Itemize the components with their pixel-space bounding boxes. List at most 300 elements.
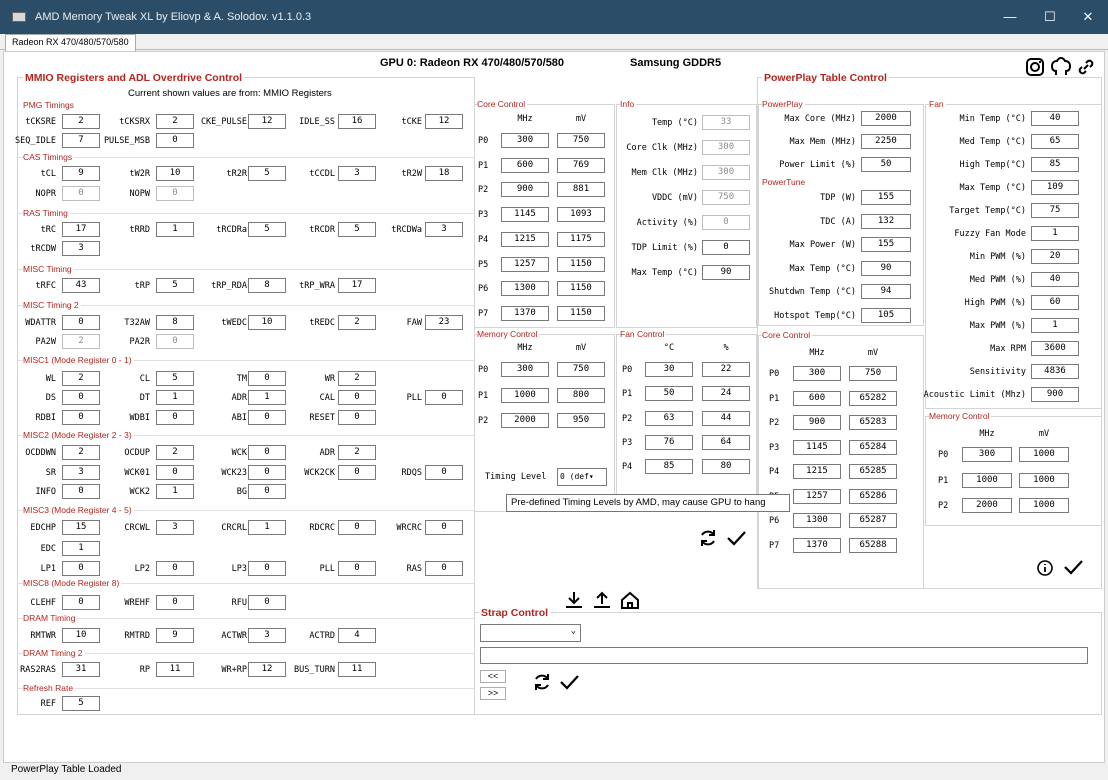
field-label-nopr: NOPR [35, 189, 56, 199]
field-input-pa2w[interactable]: 2 [62, 334, 100, 349]
field-input-ras2ras[interactable]: 31 [62, 662, 100, 677]
status-bar: PowerPlay Table Loaded [11, 764, 122, 775]
info-value-tdp-limit[interactable]: 0 [702, 240, 750, 255]
group-label-refresh-rate: Refresh Rate [23, 683, 74, 693]
row-label-p1: P1 [622, 389, 633, 400]
field-input-trcdra[interactable]: 5 [248, 222, 286, 237]
fan-label-high-temp-c: High Temp(°C) [959, 160, 1026, 170]
field-input-lp2[interactable]: 0 [156, 561, 194, 576]
pp-core-mhz[interactable]: 600 [793, 391, 841, 406]
field-input-trp-wra[interactable]: 17 [338, 278, 376, 293]
field-input-tccdl[interactable]: 3 [338, 166, 376, 181]
row-input-1[interactable]: 30 [645, 362, 693, 377]
field-input-rp[interactable]: 11 [156, 662, 194, 677]
field-input-t32aw[interactable]: 8 [156, 315, 194, 330]
field-input-wck23[interactable]: 0 [248, 465, 286, 480]
download-icon[interactable] [563, 589, 585, 611]
field-label-twedc: tWEDC [221, 318, 247, 328]
field-label-cal: CAL [319, 393, 335, 403]
field-input-wrehf[interactable]: 0 [156, 595, 194, 610]
maximize-button[interactable]: ☐ [1044, 9, 1056, 24]
field-label-pulse-msb: PULSE_MSB [103, 136, 150, 146]
fan-label-fuzzy-fan-mode: Fuzzy Fan Mode [954, 229, 1026, 239]
field-input-wdattr[interactable]: 0 [62, 315, 100, 330]
field-input-rmtrd[interactable]: 9 [156, 628, 194, 643]
row-input-2[interactable]: 950 [557, 413, 605, 428]
col-header-2: mV [575, 114, 587, 124]
field-label-cl: CL [139, 374, 150, 384]
row-label-p0: P0 [622, 365, 633, 375]
field-label-trcdr: tRCDR [309, 225, 335, 235]
tune-input-max-temp-c[interactable]: 90 [861, 261, 911, 276]
field-input-pulse-msb[interactable]: 0 [156, 133, 194, 148]
row-input-1[interactable]: 300 [501, 133, 549, 148]
field-label-trcdw: tRCDW [30, 244, 56, 254]
tune-input-tdp-w[interactable]: 155 [861, 190, 911, 205]
row-input-2[interactable]: 750 [557, 362, 605, 377]
field-input-tcke[interactable]: 12 [425, 114, 463, 129]
field-input-wdbi[interactable]: 0 [156, 410, 194, 425]
field-input-rmtwr[interactable]: 10 [62, 628, 100, 643]
upload-icon[interactable] [591, 589, 613, 611]
field-input-tw2r[interactable]: 10 [156, 166, 194, 181]
field-input-actwr[interactable]: 3 [248, 628, 286, 643]
field-label-tredc: tREDC [309, 318, 335, 328]
memory-control-title: Memory Control [477, 329, 538, 339]
field-input-trc[interactable]: 17 [62, 222, 100, 237]
field-label-tm: TM [236, 374, 247, 384]
fan-label-sensitivity: Sensitivity [969, 367, 1026, 377]
field-input-cal[interactable]: 0 [338, 390, 376, 405]
group-label-misc1-mode-register-0-1: MISC1 (Mode Register 0 - 1) [23, 355, 132, 365]
pp-core-title: Core Control [762, 330, 811, 340]
field-input-rfu[interactable]: 0 [248, 595, 286, 610]
mmio-subtitle: Current shown values are from: MMIO Registers [128, 88, 332, 99]
pp-mem-mhz[interactable]: 1000 [962, 473, 1012, 488]
group-label-misc8-mode-register-8: MISC8 (Mode Register 8) [23, 578, 120, 588]
pp-core-mv[interactable]: 65282 [849, 391, 897, 406]
field-label-wl: WL [45, 374, 56, 384]
pp-core-mhz[interactable]: 300 [793, 366, 841, 381]
row-input-1[interactable]: 76 [645, 435, 693, 450]
pp-input-max-core-mhz[interactable]: 2000 [861, 111, 911, 126]
field-label-wrehf: WREHF [124, 598, 150, 608]
timing-level-select[interactable]: 0 (def▾ [557, 468, 607, 486]
field-input-abi[interactable]: 0 [248, 410, 286, 425]
group-separator [18, 688, 474, 689]
field-input-trcdw[interactable]: 3 [62, 241, 100, 256]
field-input-ocdup[interactable]: 2 [156, 445, 194, 460]
field-input-twedc[interactable]: 10 [248, 315, 286, 330]
minimize-button[interactable]: — [1003, 9, 1017, 24]
tune-input-hotspot-temp-c[interactable]: 105 [861, 308, 911, 323]
tune-label-max-temp-c: Max Temp (°C) [789, 263, 856, 274]
tune-input-tdc-a[interactable]: 132 [861, 214, 911, 229]
strap-text-input[interactable] [480, 647, 1088, 664]
field-input-clehf[interactable]: 0 [62, 595, 100, 610]
field-label-rdcrc: RDCRC [309, 523, 335, 533]
fan-input-min-pwm[interactable]: 20 [1031, 249, 1079, 264]
fan-label-min-temp-c: Min Temp (°C) [959, 114, 1026, 124]
row-label-p2: P2 [478, 185, 489, 196]
pp-core-mhz[interactable]: 1215 [793, 464, 841, 479]
pp-input-power-limit[interactable]: 50 [861, 157, 911, 172]
pp-mem-mv[interactable]: 1000 [1019, 473, 1069, 488]
pp-core-mhz[interactable]: 1300 [793, 513, 841, 528]
close-button[interactable]: ✕ [1082, 9, 1094, 24]
field-input-tr2r[interactable]: 5 [248, 166, 286, 181]
field-label-tcksre: tCKSRE [25, 117, 56, 127]
powerplay-title: PowerPlay Table Control [764, 72, 887, 84]
row-input-2[interactable]: 1093 [557, 207, 605, 222]
info-value-mem-clk-mhz[interactable]: 300 [702, 165, 750, 180]
row-input-2[interactable]: 750 [557, 133, 605, 148]
field-label-info: INFO [35, 487, 56, 497]
info-value-vddc-mv[interactable]: 750 [702, 190, 750, 205]
pp-mem-col1: MHz [979, 429, 995, 439]
field-input-wrcrc[interactable]: 0 [425, 520, 463, 535]
pp-core-mv[interactable]: 65284 [849, 440, 897, 455]
group-separator [18, 213, 474, 214]
pp-core-mhz[interactable]: 1145 [793, 440, 841, 455]
tune-label-tdp-w: TDP (W) [820, 193, 856, 203]
fan-label-acoustic-limit-mhz: Acoustic Limit (Mhz) [923, 390, 1026, 400]
tune-input-max-power-w[interactable]: 155 [861, 237, 911, 252]
field-input-crcrl[interactable]: 1 [248, 520, 286, 535]
field-input-sr[interactable]: 3 [62, 465, 100, 480]
row-input-1[interactable]: 1145 [501, 207, 549, 222]
pp-core-mv[interactable]: 65285 [849, 464, 897, 479]
info-label-vddc-mv: VDDC (mV) [651, 193, 698, 203]
pp-core-row-label: P0 [769, 369, 780, 379]
field-input-cl[interactable]: 5 [156, 371, 194, 386]
row-input-1[interactable]: 900 [501, 182, 549, 197]
pp-core-frame [758, 335, 924, 589]
field-input-rdbi[interactable]: 0 [62, 410, 100, 425]
field-input-idle-ss[interactable]: 16 [338, 114, 376, 129]
info-label-temp-c: Temp (°C) [651, 118, 698, 128]
field-input-trp[interactable]: 5 [156, 278, 194, 293]
field-input-wr-rp[interactable]: 12 [248, 662, 286, 677]
field-input-trfc[interactable]: 43 [62, 278, 100, 293]
field-label-edc: EDC [40, 544, 56, 554]
field-input-faw[interactable]: 23 [425, 315, 463, 330]
row-input-2[interactable]: 769 [557, 158, 605, 173]
field-input-tredc[interactable]: 2 [338, 315, 376, 330]
group-separator [18, 305, 474, 306]
info-icon[interactable] [1034, 557, 1056, 579]
pp-core-mv[interactable]: 65283 [849, 415, 897, 430]
apply-check-icon[interactable] [725, 527, 747, 549]
tune-label-shutdwn-temp-c: Shutdwn Temp (°C) [769, 287, 856, 297]
fan-input-max-rpm[interactable]: 3600 [1031, 341, 1079, 356]
field-label-lp3: LP3 [231, 564, 247, 574]
pp-core-mhz[interactable]: 900 [793, 415, 841, 430]
row-input-1[interactable]: 300 [501, 362, 549, 377]
field-input-tcksre[interactable]: 2 [62, 114, 100, 129]
row-label-p0: P0 [478, 136, 489, 146]
field-label-wr-rp: WR+RP [221, 665, 247, 675]
tab-gpu[interactable]: Radeon RX 470/480/570/580 [5, 34, 136, 51]
row-input-2[interactable]: 1150 [557, 257, 605, 272]
row-input-1[interactable]: 85 [645, 459, 693, 474]
field-label-trp-wra: tRP_WRA [299, 281, 335, 291]
home-icon[interactable] [619, 589, 641, 611]
field-label-pll: PLL [319, 564, 335, 574]
pp-label-power-limit: Power Limit (%) [779, 160, 856, 170]
field-input-trp-rda[interactable]: 8 [248, 278, 286, 293]
row-input-1[interactable]: 1370 [501, 306, 549, 321]
field-label-ds: DS [45, 393, 56, 403]
field-label-rmtwr: RMTWR [30, 631, 56, 641]
group-separator [18, 157, 474, 158]
row-input-1[interactable]: 1257 [501, 257, 549, 272]
field-input-wck2[interactable]: 1 [156, 484, 194, 499]
field-label-wrcrc: WRCRC [396, 523, 422, 533]
pp-mem-row-label: P2 [938, 501, 949, 511]
row-input-1[interactable]: 1000 [501, 388, 549, 403]
field-input-wck01[interactable]: 0 [156, 465, 194, 480]
row-input-1[interactable]: 2000 [501, 413, 549, 428]
field-label-wck01: WCK01 [124, 468, 150, 478]
gpu-header: GPU 0: Radeon RX 470/480/570/580 [380, 57, 565, 69]
field-input-seq-idle[interactable]: 7 [62, 133, 100, 148]
fan-input-med-pwm[interactable]: 40 [1031, 272, 1079, 287]
field-input-pll[interactable]: 0 [425, 390, 463, 405]
instagram-icon[interactable] [1024, 56, 1046, 78]
row-input-2[interactable]: 881 [557, 182, 605, 197]
group-label-misc-timing-2: MISC Timing 2 [23, 300, 79, 310]
field-input-rdqs[interactable]: 0 [425, 465, 463, 480]
row-input-1[interactable]: 50 [645, 386, 693, 401]
core-control-title: Core Control [477, 99, 526, 109]
field-input-bus-turn[interactable]: 11 [338, 662, 376, 677]
field-input-tm[interactable]: 0 [248, 371, 286, 386]
fan-input-max-temp-c[interactable]: 109 [1031, 180, 1079, 195]
field-label-lp1: LP1 [40, 564, 56, 574]
field-label-wdattr: WDATTR [25, 318, 56, 328]
field-label-ocdup: OCDUP [124, 448, 150, 458]
field-label-trp: tRP [134, 281, 150, 291]
field-label-trcdra: tRCDRa [216, 225, 247, 235]
field-input-bg[interactable]: 0 [248, 484, 286, 499]
fan-input-sensitivity[interactable]: 4836 [1031, 364, 1079, 379]
strap-apply-icon[interactable] [558, 671, 580, 693]
field-input-crcwl[interactable]: 3 [156, 520, 194, 535]
row-input-2[interactable]: 1175 [557, 232, 605, 247]
field-input-tr2w[interactable]: 18 [425, 166, 463, 181]
refresh-icon[interactable] [697, 527, 719, 549]
fan-title: Fan [929, 99, 944, 109]
fan-input-min-temp-c[interactable]: 40 [1031, 111, 1079, 126]
fan-label-high-pwm: High PWM (%) [964, 298, 1026, 308]
field-input-trrd[interactable]: 1 [156, 222, 194, 237]
info-value-max-temp-c[interactable]: 90 [702, 265, 750, 280]
field-label-lp2: LP2 [134, 564, 150, 574]
fan-input-acoustic-limit-mhz[interactable]: 900 [1031, 387, 1079, 402]
pp-input-max-mem-mhz[interactable]: 2250 [861, 134, 911, 149]
info-label-core-clk-mhz: Core Clk (MHz) [626, 143, 698, 153]
field-input-trcdr[interactable]: 5 [338, 222, 376, 237]
strap-next-button[interactable]: >> [480, 687, 506, 700]
fan-input-high-pwm[interactable]: 60 [1031, 295, 1079, 310]
row-label-p2: P2 [622, 413, 633, 424]
row-input-2[interactable]: 1150 [557, 306, 605, 321]
field-input-wr[interactable]: 2 [338, 371, 376, 386]
row-label-p4: P4 [622, 462, 633, 473]
row-input-1[interactable]: 63 [645, 411, 693, 426]
field-label-crcwl: CRCWL [124, 523, 150, 533]
field-input-tcl[interactable]: 9 [62, 166, 100, 181]
field-label-dt: DT [139, 393, 150, 403]
row-label-p6: P6 [478, 284, 489, 295]
group-label-pmg-timings: PMG Timings [23, 100, 75, 110]
row-label-p5: P5 [478, 259, 489, 270]
timing-level-label: Timing Level [485, 472, 547, 482]
field-label-rdqs: RDQS [401, 468, 422, 478]
field-label-trrd: tRRD [129, 225, 150, 235]
pp-core-mhz[interactable]: 1370 [793, 538, 841, 553]
row-input-2[interactable]: 44 [702, 411, 750, 426]
pp-label-max-mem-mhz: Max Mem (MHz) [789, 137, 856, 147]
info-label-mem-clk-mhz: Mem Clk (MHz) [631, 168, 698, 178]
field-input-nopw[interactable]: 0 [156, 186, 194, 201]
field-label-ocddwn: OCDDWN [25, 448, 56, 458]
field-input-pll[interactable]: 0 [338, 561, 376, 576]
pp-core-mv[interactable]: 750 [849, 366, 897, 381]
row-input-2[interactable]: 24 [702, 386, 750, 401]
pp-core-mhz[interactable]: 1257 [793, 489, 841, 504]
field-input-pa2r[interactable]: 0 [156, 334, 194, 349]
field-input-lp3[interactable]: 0 [248, 561, 286, 576]
field-input-info[interactable]: 0 [62, 484, 100, 499]
field-label-bus-turn: BUS_TURN [294, 665, 335, 675]
pp-mem-col2: mV [1038, 429, 1050, 439]
col-header-1: MHz [517, 343, 533, 353]
info-label-max-temp-c: Max Temp (°C) [631, 268, 698, 278]
fan-input-med-temp-c[interactable]: 65 [1031, 134, 1079, 149]
field-input-lp1[interactable]: 0 [62, 561, 100, 576]
pp-mem-mv[interactable]: 1000 [1019, 498, 1069, 513]
field-input-adr[interactable]: 1 [248, 390, 286, 405]
row-label-p3: P3 [478, 210, 489, 221]
field-label-ref: REF [40, 699, 56, 709]
field-label-crcrl: CRCRL [221, 523, 247, 533]
field-label-cke-pulse: CKE_PULSE [200, 117, 247, 127]
field-input-nopr[interactable]: 0 [62, 186, 100, 201]
field-input-ocddwn[interactable]: 2 [62, 445, 100, 460]
row-input-1[interactable]: 600 [501, 158, 549, 173]
pp-core-row-label: P6 [769, 516, 780, 526]
group-label-misc3-mode-register-4-5: MISC3 (Mode Register 4 - 5) [23, 505, 132, 515]
field-input-edchp[interactable]: 15 [62, 520, 100, 535]
field-input-rdcrc[interactable]: 0 [338, 520, 376, 535]
pp-mem-mv[interactable]: 1000 [1019, 447, 1069, 462]
info-value-core-clk-mhz[interactable]: 300 [702, 140, 750, 155]
title-bar [0, 0, 1108, 34]
field-input-ref[interactable]: 5 [62, 696, 100, 711]
pp-core-mv[interactable]: 65287 [849, 513, 897, 528]
field-input-actrd[interactable]: 4 [338, 628, 376, 643]
memory-header: Samsung GDDR5 [630, 57, 722, 69]
fan-input-high-temp-c[interactable]: 85 [1031, 157, 1079, 172]
field-input-wck[interactable]: 0 [248, 445, 286, 460]
field-label-reset: RESET [309, 413, 335, 423]
field-input-reset[interactable]: 0 [338, 410, 376, 425]
field-label-seq-idle: SEQ_IDLE [15, 136, 56, 146]
field-label-trp-rda: tRP_RDA [211, 281, 247, 291]
field-input-ras[interactable]: 0 [425, 561, 463, 576]
field-input-ds[interactable]: 0 [62, 390, 100, 405]
pp-core-mv[interactable]: 65286 [849, 489, 897, 504]
info-value-activity[interactable]: 0 [702, 215, 750, 230]
pp-mem-mhz[interactable]: 2000 [962, 498, 1012, 513]
timing-level-tooltip: Pre-defined Timing Levels by AMD, may cause GPU to hang [506, 494, 790, 512]
pp-core-row-label: P2 [769, 418, 780, 428]
tune-input-shutdwn-temp-c[interactable]: 94 [861, 284, 911, 299]
field-input-dt[interactable]: 1 [156, 390, 194, 405]
field-label-ras: RAS [406, 564, 422, 574]
field-input-adr[interactable]: 2 [338, 445, 376, 460]
pp-mem-row-label: P1 [938, 475, 949, 486]
fan-input-target-temp-c[interactable]: 75 [1031, 203, 1079, 218]
field-label-pll: PLL [406, 393, 422, 403]
row-label-p2: P2 [478, 416, 489, 426]
pp-core-row-label: P3 [769, 442, 780, 453]
field-label-tr2w: tR2W [401, 169, 422, 179]
field-input-tcksrx[interactable]: 2 [156, 114, 194, 129]
powerplay-apply-icon[interactable] [1062, 556, 1084, 578]
group-label-cas-timings: CAS Timings [23, 152, 73, 162]
field-input-wl[interactable]: 2 [62, 371, 100, 386]
pp-mem-row-label: P0 [938, 450, 949, 460]
field-label-tw2r: tW2R [129, 169, 150, 179]
field-label-wck: WCK [231, 448, 247, 458]
row-input-2[interactable]: 1150 [557, 281, 605, 296]
github-icon[interactable] [1050, 56, 1072, 78]
field-label-ras2ras: RAS2RAS [20, 665, 56, 675]
fan-label-max-pwm: Max PWM (%) [969, 321, 1026, 331]
strap-prev-button[interactable]: << [480, 670, 506, 683]
strap-refresh-icon[interactable] [531, 671, 553, 693]
field-label-idle-ss: IDLE_SS [299, 117, 335, 127]
pp-core-mv[interactable]: 65288 [849, 538, 897, 553]
strap-select[interactable]: ⌄ [480, 624, 581, 642]
row-input-1[interactable]: 1300 [501, 281, 549, 296]
row-input-2[interactable]: 80 [702, 459, 750, 474]
field-input-edc[interactable]: 1 [62, 541, 100, 556]
fan-input-max-pwm[interactable]: 1 [1031, 318, 1079, 333]
field-label-trfc: tRFC [35, 281, 56, 291]
link-icon[interactable] [1075, 56, 1097, 78]
row-input-2[interactable]: 22 [702, 362, 750, 377]
row-input-2[interactable]: 800 [557, 388, 605, 403]
field-input-wck2ck[interactable]: 0 [338, 465, 376, 480]
row-label-p4: P4 [478, 234, 489, 245]
field-input-cke-pulse[interactable]: 12 [248, 114, 286, 129]
row-input-2[interactable]: 64 [702, 435, 750, 450]
pp-mem-mhz[interactable]: 300 [962, 447, 1012, 462]
group-label-misc2-mode-register-2-3: MISC2 (Mode Register 2 - 3) [23, 430, 132, 440]
group-separator [18, 653, 474, 654]
row-input-1[interactable]: 1215 [501, 232, 549, 247]
field-label-wdbi: WDBI [129, 413, 150, 423]
fan-input-fuzzy-fan-mode[interactable]: 1 [1031, 226, 1079, 241]
group-separator [18, 618, 474, 619]
field-input-trcdwa[interactable]: 3 [425, 222, 463, 237]
field-label-clehf: CLEHF [30, 598, 56, 608]
info-value-temp-c[interactable]: 33 [702, 115, 750, 130]
